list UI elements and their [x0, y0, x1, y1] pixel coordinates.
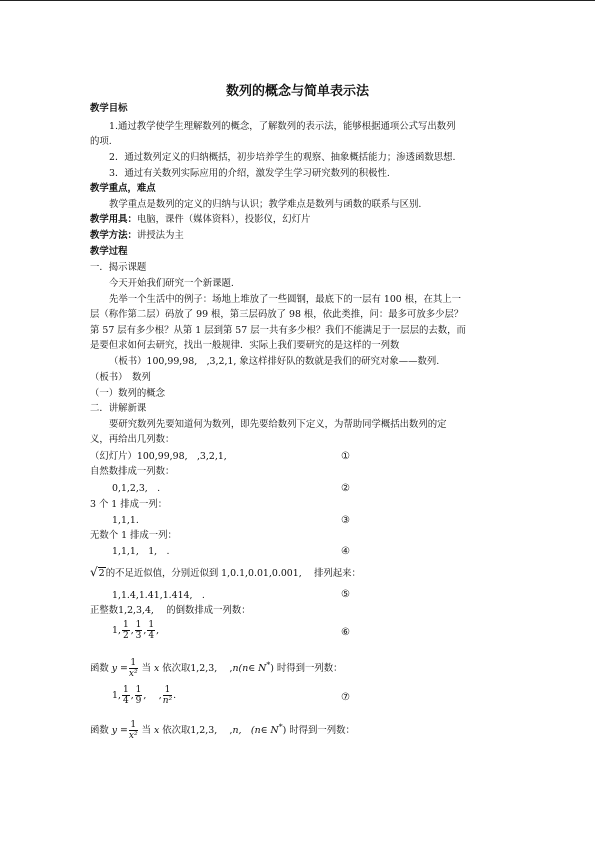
process-heading: 教学过程	[90, 246, 128, 257]
marker-6: ⑥	[341, 627, 350, 638]
fraction-1-n2: $\frac{1}{\text{n²}}$	[162, 685, 173, 706]
objectives-heading: 教学目标	[90, 103, 128, 114]
fraction-1-4: $\frac{1}{4}$	[148, 620, 155, 641]
tools-line	[90, 214, 310, 226]
fraction-1-3: $\frac{1}{3}$	[135, 620, 142, 641]
fraction-1-x2: $\frac{1}{\text{x²}}$	[128, 658, 138, 680]
sequence-7: 1, $\frac{1}{4}$ , $\frac{1}{9}$ , , $\frac{1}{\text{n²}}$ .	[112, 685, 177, 706]
concept-heading: （一）数列的概念	[90, 388, 166, 399]
marker-7: ⑦	[341, 692, 350, 703]
section-1-heading: 一．揭示课题	[90, 262, 147, 273]
three-ones-sequence: 1,1,1.	[112, 515, 139, 526]
reciprocal-lead: 1,	[112, 625, 121, 636]
marker-5: ⑤	[341, 589, 350, 600]
fraction-1-2: $\frac{1}{2}$	[122, 620, 129, 641]
reciprocal-label: 正整数1,2,3,4, 的倒数排成一列数：	[90, 605, 251, 616]
fraction-1-9: $\frac{1}{9}$	[135, 685, 142, 706]
paragraph-2-line-2: 层（称作第二层）码放了 99 根，第三层码放了 98 根，依此类推，问：最多可放多少层？	[90, 309, 464, 320]
sqrt-radicand: 2	[98, 568, 105, 579]
marker-3: ③	[341, 515, 350, 526]
board-note-1: （板书）100,99,98, ,3,2,1, 象这样排好队的数就是我们的研究对象——数列.	[109, 356, 440, 367]
three-ones-label: 3 个 1 排成一列：	[90, 499, 168, 510]
natural-numbers-label: 自然数排成一列数：	[90, 466, 175, 477]
function-1-line: 函数 y = $\frac{1}{\text{x²}}$ 当 x 依次取1,2,3, ,n(n∈ N*) 时得到一列数：	[90, 658, 343, 680]
section-2-heading: 二．讲解新课	[90, 403, 147, 414]
sqrt-label-text: 的不足近似值，分别近似到 1,0.1,0.01,0.001, 排列起来：	[105, 568, 361, 579]
objective-2: 2．通过数列定义的归纳概括，初步培养学生的观察、抽象概括能力；渗透函数思想.	[109, 152, 456, 163]
marker-2: ②	[341, 483, 350, 494]
tools-text: 电脑，课件（媒体资料），投影仪，幻灯片	[136, 214, 311, 225]
keypoints-heading: 教学重点，难点	[90, 183, 156, 194]
fraction-1-4b: $\frac{1}{4}$	[122, 685, 129, 706]
infinite-ones-sequence: 1,1,1, 1, .	[112, 546, 170, 557]
marker-4: ④	[341, 546, 350, 557]
keypoints-text: 教学重点是数列的定义的归纳与认识；教学难点是数列与函数的联系与区别.	[109, 199, 422, 210]
method-label: 教学方法：	[90, 230, 137, 241]
reciprocal-tail: ,	[156, 625, 160, 636]
sqrt-sequence: 1,1.4,1.41,1.414, .	[112, 590, 205, 601]
paragraph-2-line-1: 先举一个生活中的例子：场地上堆放了一些圆钢，最底下的一层有 100 根，在其上一	[109, 294, 461, 305]
paragraph-1: 今天开始我们研究一个新课题.	[109, 278, 234, 289]
objective-3: 3．通过有关数列实际应用的介绍，激发学生学习研究数列的积极性.	[109, 168, 390, 179]
paragraph-2-line-4: 是要但求如何去研究，找出一般规律．实际上我们要研究的是这样的一列数	[90, 340, 400, 351]
objective-1-line-1: 1.通过教学使学生理解数列的概念，了解数列的表示法，能够根据通项公式写出数列	[109, 121, 456, 132]
objective-1-line-2: 的项.	[90, 136, 112, 147]
page-title: 数列的概念与简单表示法	[225, 84, 369, 99]
natural-numbers-sequence: 0,1,2,3, .	[112, 483, 161, 494]
reciprocal-sequence: 1, $\frac{1}{2}$ , $\frac{1}{3}$ , $\frac{1}{4}$ ,	[112, 620, 160, 641]
infinite-ones-label: 无数个 1 排成一列：	[90, 530, 177, 541]
slide-sequence: （幻灯片）100,99,98, ,3,2,1,	[90, 451, 227, 462]
function-2-line: 函数 y = $\frac{1}{\text{x²}}$ 当 x 依次取1,2,3, ,n, (n∈ N*) 时得到一列数：	[90, 720, 355, 742]
board-note-2: （板书） 数列	[90, 372, 151, 383]
sqrt-label	[90, 566, 361, 580]
paragraph-3-line-1: 要研究数列先要知道何为数列，即先要给数列下定义，为帮助同学概括出数列的定	[109, 419, 447, 430]
paragraph-2-line-3: 第 57 层有多少根？从第 1 层到第 57 层一共有多少根？我们不能满足于一层层的去数，而	[90, 325, 466, 336]
fraction-1-x2b: $\frac{1}{\text{x²}}$	[128, 720, 138, 742]
method-text: 讲授法为主	[136, 230, 184, 241]
paragraph-3-line-2: 义，再给出几列数：	[90, 434, 175, 445]
sqrt-symbol: √2	[90, 565, 105, 579]
method-line	[90, 230, 184, 242]
marker-1: ①	[341, 451, 350, 462]
tools-label: 教学用具：	[90, 214, 137, 225]
